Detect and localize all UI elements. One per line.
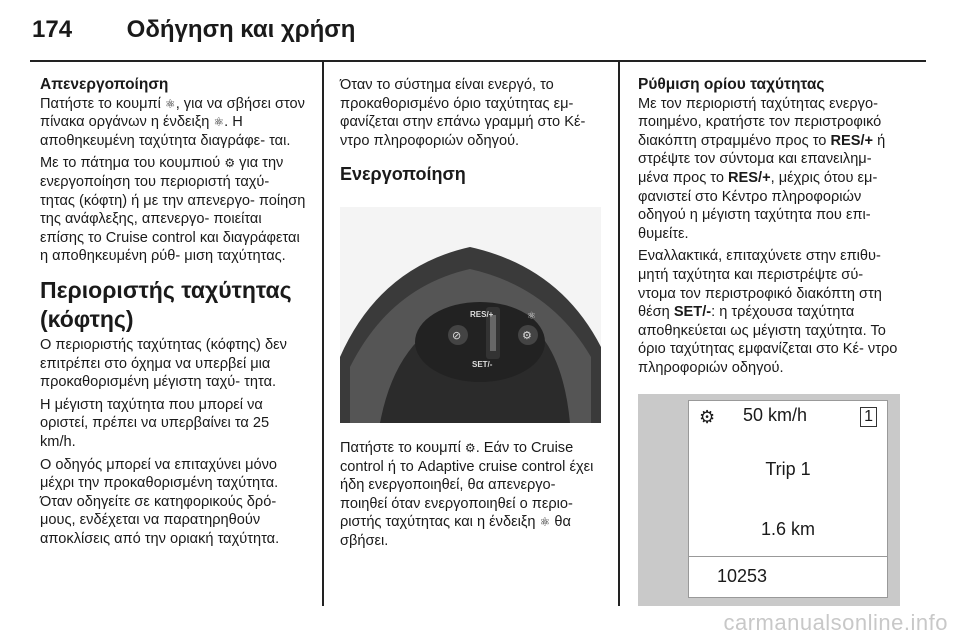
deactivation-heading: Απενεργοποίηση: [40, 76, 169, 93]
display-screen: [688, 400, 888, 598]
limiter-heading: Περιοριστής ταχύτητας (κόφτης): [40, 276, 292, 332]
trip-distance: 1.6 km: [760, 519, 816, 539]
cruise-indicator-icon: ⚛: [539, 515, 551, 530]
setting-text-2: Εναλλακτικά, επιταχύνετε στην επιθυ- μητή ταχύτητα και περιστρέψτε σύ- ντομα τον περιστροφικό διακόπτη στη θέση SET/-: η τρέχουσα ταχύτητα αποθηκεύεται ως μέγιστη ταχύτητα. Το όριο ταχύτητας εμφανίζεται στο Κέ- ντρο πληροφοριών οδηγού.: [638, 248, 898, 376]
limit-speed: 50 km/h: [743, 405, 808, 425]
speed-limiter-icon: ⚙: [464, 440, 476, 455]
limiter-button-text: Με το πάτημα του κουμπιού ⚙ για την ενεργοποίηση του περιοριστή ταχύ- τητας (κόφτη) ή με την απενεργο- ποίηση της ανάφλεξης, απενεργο- ποιείται επίσης το Cruise control και διαγράφεται η αποθηκευμένη ρύθ- μιση ταχύτητας.: [40, 155, 306, 265]
cancel-icon: ⊘: [452, 329, 462, 343]
watermark: carmanualsonline.info: [723, 610, 948, 635]
activation-text: Πατήστε το κουμπί ⚙. Εάν το Cruise control ή το Adaptive cruise control έχει ήδη ενεργοποιηθεί, θα απενεργο- ποιηθεί όταν ενεργοποιηθεί ο περιο- ριστής ταχύτητας και η ένδειξη ⚛ θα σβήσει.: [340, 439, 594, 549]
limiter-intro: Ο περιοριστής ταχύτητας (κόφτης) δεν επιτρέπει στο όχημα να υπερβεί μια προκαθορισμένη μέγιστη ταχύ- τητα.: [40, 336, 287, 391]
limiter-driver: Ο οδηγός μπορεί να επιταχύνει μόνο μέχρι την προκαθορισμένη ταχύτητα. Όταν οδηγείτε σε κατηφορικούς δρό- μους, ενδέχεται να παρατηρηθούν αποκλίσεις από την οριακή ταχύτητα.: [40, 456, 280, 547]
steering-wheel-image: [340, 207, 601, 423]
cruise-indicator-icon: ⚛: [164, 96, 176, 111]
page-header: [32, 16, 355, 44]
column-divider-2: [618, 62, 620, 606]
header-rule: [30, 60, 926, 62]
page-title: Οδήγηση και χρήση: [126, 16, 356, 43]
speed-limiter-icon: ⚙: [699, 407, 716, 427]
odometer-row: [689, 556, 887, 597]
speed-limiter-icon: ⚙: [224, 156, 236, 171]
setting-heading: Ρύθμιση ορίου ταχύτητας: [638, 76, 825, 93]
deactivation-text: Πατήστε το κουμπί ⚛, για να σβήσει στον πίνακα οργάνων η ένδειξη ⚛. Η αποθηκευμένη ταχύτητα διαγράφε- ται.: [40, 95, 305, 149]
column-1: [40, 76, 308, 552]
odometer: 10253: [717, 566, 768, 586]
set-label: SET/-: [472, 360, 493, 370]
active-text: Όταν το σύστημα είναι ενεργό, το προκαθορισμένο όριο ταχύτητας εμ- φανίζεται στην επάνω γραμμή στο Κέ- ντρο πληροφοριών οδηγού.: [340, 77, 586, 149]
column-divider-1: [322, 62, 324, 606]
cruise-indicator-icon: ⚛: [213, 115, 225, 130]
setting-text-1: Με τον περιοριστή ταχύτητας ενεργο- ποιημένο, κρατήστε τον περιστροφικό διακόπτη στραμμένο προς το RES/+ ή στρέψτε τον σύντομα και επανειλημ- μένα προς το RES/+, μέχρις ότου εμ- φανιστεί στο Κέντρο πληροφοριών οδηγού η μέγιστη ταχύτητα που επι- θυμείτε.: [638, 95, 886, 242]
activation-heading: Ενεργοποίηση: [340, 164, 466, 185]
res-label: RES/+: [470, 310, 494, 320]
column-3: [638, 76, 902, 382]
limiter-max-speed: Η μέγιστη ταχύτητα που μπορεί να οριστεί, πρέπει να υπερβαίνει τα 25 km/h.: [40, 396, 270, 450]
trip-label: Trip 1: [765, 459, 811, 479]
gear-indicator: 1: [860, 407, 877, 427]
page-number: 174: [32, 16, 73, 43]
driver-info-display-image: [638, 394, 900, 606]
cruise-control-icon: ⚛: [527, 311, 536, 323]
column-2: [340, 76, 605, 555]
speed-limiter-icon: ⚙: [522, 329, 532, 343]
